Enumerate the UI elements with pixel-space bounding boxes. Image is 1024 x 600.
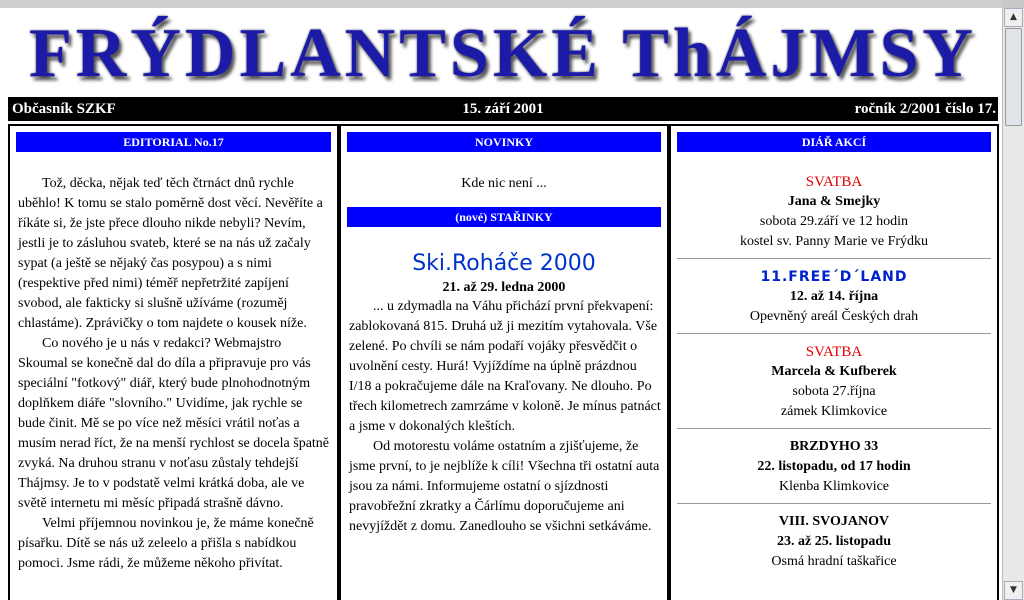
vertical-scrollbar[interactable]	[1002, 8, 1024, 600]
event-list	[677, 172, 991, 578]
novinky-text: Kde nic není ...	[461, 176, 547, 191]
editorial-body	[10, 152, 337, 574]
event-item	[677, 503, 991, 578]
publication-name: Občasník SZKF	[12, 101, 116, 117]
scroll-thumb[interactable]	[1005, 28, 1022, 126]
editorial-paragraph: Tož, děcka, nějak teď těch čtrnáct dnů rychle uběhlo! K tomu se stalo poměrně dost věcí. Nevěříte a říkáte si, že jste přece dlouho nikde nebyli? Nevím, jestli je to zásluhou svateb, které se na nás už začaly sypat (a ještě se nějaký čas posypou) a s nimi (respektive před nimi) téměř nepřetržité zapíjení svobod, ale fakticky si slušně užíváme (rozuměj chlastáme). Zprávičky o tom najdete o kousek níže.	[18, 176, 323, 331]
article-paragraph: Od motorestu voláme ostatním a zjišťujeme, že jsme první, to je nejblíže k cíli! Všechna tři ostatní auta jsou za námi. Informujeme ostatní o sjízdnosti pravobřežní zkratky a Čárlímu doporučujeme ani nevyjíždět z domu. Zanedlouho se všichni setkáváme.	[349, 439, 660, 534]
article-date: 21. až 29. ledna 2000	[442, 280, 566, 295]
event-title: VIII. SVOJANOV	[778, 514, 890, 529]
events-column	[669, 124, 999, 600]
event-detail: Opevněný areál Českých drah	[749, 309, 919, 324]
event-title: 11.FREE´D´LAND	[760, 269, 908, 285]
event-item	[677, 172, 991, 258]
scroll-up-button[interactable]: ▲	[1004, 8, 1023, 27]
news-column	[339, 124, 669, 600]
event-detail: Jana & Smejky	[787, 194, 881, 209]
event-title: SVATBA	[805, 344, 863, 360]
novinky-heading: NOVINKY	[347, 132, 661, 152]
editorial-heading: EDITORIAL No.17	[16, 132, 331, 152]
event-title: BRZDYHO 33	[789, 439, 879, 454]
event-detail: 23. až 25. listopadu	[777, 534, 891, 549]
event-detail: Osmá hradní taškařice	[771, 554, 897, 569]
issue-date: 15. září 2001	[462, 101, 544, 117]
article-body	[341, 297, 667, 537]
article-title: Ski.Roháče 2000	[412, 251, 596, 276]
event-item	[677, 258, 991, 333]
article-paragraph: ... u zdymadla na Váhu přichází první překvapení: zablokovaná 815. Druhá už ji mezitím vytahovala. Vše zelené. Po chvíli se nám podaří vojáky přesvědčit o uvolnění cesty. Hurá! Vyjíždíme na úplně prázdnou I/18 a pokračujeme dále na Kraľovany. Ne dlouho. Po třech kilometrech zamrzáme v koloně. Je mínus patnáct a jsme v dokonalých kleštích.	[349, 299, 661, 434]
top-strip	[0, 0, 1002, 8]
event-item	[677, 333, 991, 428]
editorial-column	[8, 124, 339, 600]
editorial-paragraph: Velmi příjemnou novinkou je, že máme konečně písařku. Dítě se nás už zeleelo a přišla s nabídkou pomoci. Jsme rádi, že můžeme někoho přivítat.	[18, 516, 314, 571]
event-detail: Marcela & Kufberek	[771, 364, 897, 379]
masthead-title: FRÝDLANTSKÉ ThÁJMSY	[29, 15, 977, 92]
event-detail: Klenba Klimkovice	[778, 479, 890, 494]
event-detail: zámek Klimkovice	[780, 404, 888, 419]
event-detail: sobota 27.října	[792, 384, 876, 399]
info-bar	[8, 97, 998, 121]
event-item	[677, 428, 991, 503]
editorial-paragraph: Co nového je u nás v redakci? Webmajstro Skoumal se konečně dal do díla a připravuje pro vás speciální "fotkový" diář, který bude plnohodnotným doplňkem diáře "slovního." Uvidíme, jak rychle se bude činit. Mě se po více než měsíci vrátil noťas a musím nerad říct, že na menší rychlost se docela špatně zvyká. Na druhou stranu v noťasu zůstaly tehdejší Thájmsy. Je to v podstatě velmi krátká doba, ale ve světě internetu mi měsíc připadá strašně dávno.	[18, 336, 330, 511]
event-detail: sobota 29.září ve 12 hodin	[759, 214, 909, 229]
event-detail: 12. až 14. října	[789, 289, 879, 304]
masthead	[8, 8, 998, 96]
event-detail: kostel sv. Panny Marie ve Frýdku	[739, 234, 929, 249]
event-title: SVATBA	[805, 174, 863, 190]
issue-number: ročník 2/2001 číslo 17.	[854, 101, 996, 117]
diar-heading: DIÁŘ AKCÍ	[677, 132, 991, 152]
scroll-down-button[interactable]: ▼	[1004, 581, 1023, 600]
starinky-heading: (nové) STAŘINKY	[347, 207, 661, 227]
event-detail: 22. listopadu, od 17 hodin	[757, 459, 911, 474]
